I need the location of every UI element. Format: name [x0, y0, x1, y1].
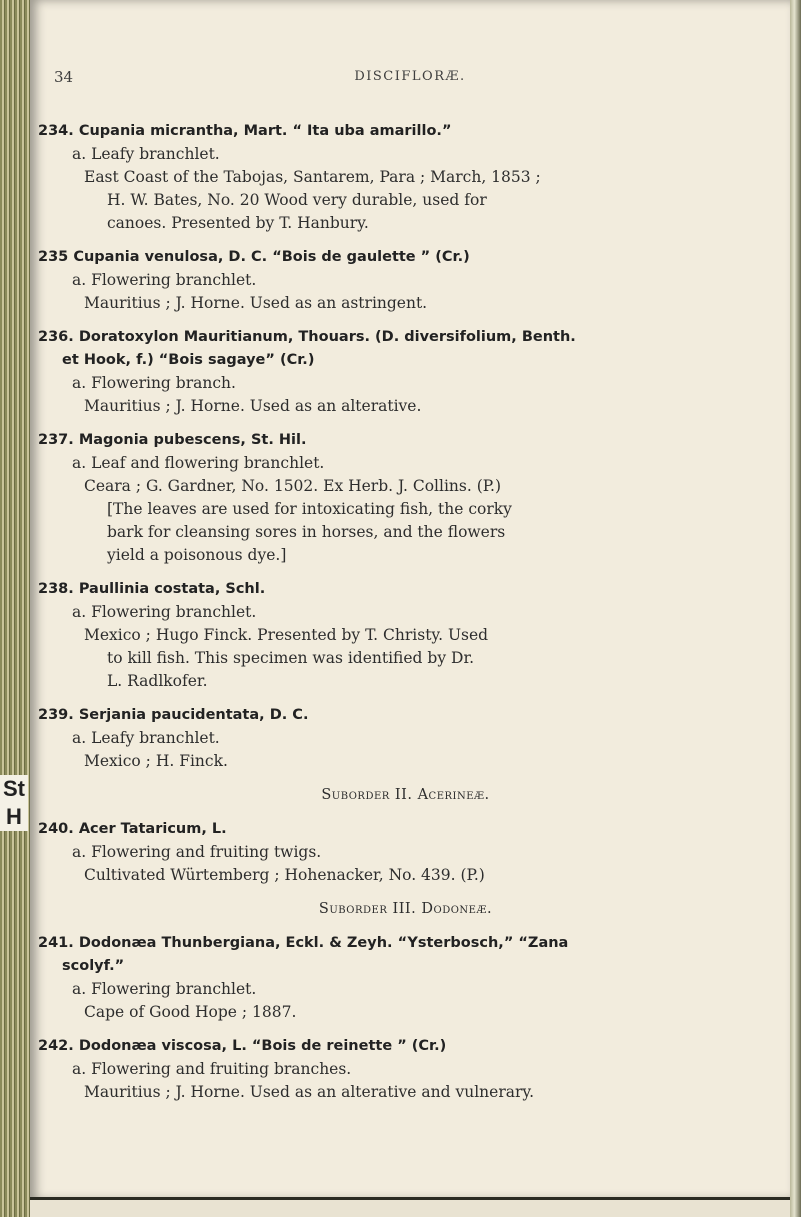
specimen-detail-cont: H. W. Bates, No. 20 Wood very durable, used for: [107, 191, 487, 209]
spine-label-bottom: H: [6, 804, 22, 829]
entry-240: [38, 818, 773, 887]
entry-title: 239. Serjania paucidentata, D. C.: [38, 707, 309, 723]
specimen-label: a. Flowering branchlet.: [72, 980, 257, 998]
specimen-detail-cont: yield a poisonous dye.]: [107, 546, 287, 564]
page-header: [30, 68, 790, 88]
entry-title-cont: et Hook, f.) “Bois sagaye” (Cr.): [62, 352, 315, 368]
specimen-detail: Mauritius ; J. Horne. Used as an alterative.: [84, 397, 422, 415]
entry-title: 241. Dodonæa Thunbergiana, Eckl. & Zeyh. “Ysterbosch,” “Zana: [38, 935, 569, 951]
entry-234: [38, 120, 773, 235]
running-title: DISCIFLORÆ.: [354, 69, 466, 84]
entry-239: [38, 704, 773, 773]
entry-title: 242. Dodonæa viscosa, L. “Bois de reinette ” (Cr.): [38, 1038, 447, 1054]
suborder-heading: Suborder III. Dodoneæ.: [318, 901, 493, 917]
spine-label-top: St: [3, 776, 25, 801]
specimen-label: a. Leafy branchlet.: [72, 145, 220, 163]
specimen-detail: Mexico ; H. Finck.: [84, 752, 228, 770]
specimen-detail: Cape of Good Hope ; 1887.: [84, 1003, 297, 1021]
entry-title: 236. Doratoxylon Mauritianum, Thouars. (D. diversifolium, Benth.: [38, 329, 576, 345]
specimen-detail: Mexico ; Hugo Finck. Presented by T. Christy. Used: [84, 626, 489, 644]
specimen-label: a. Flowering branch.: [72, 374, 236, 392]
specimen-label: a. Flowering branchlet.: [72, 603, 257, 621]
entry-title: 235 Cupania venulosa, D. C. “Bois de gaulette ” (Cr.): [38, 249, 470, 265]
page-edge: [790, 0, 801, 1217]
specimen-label: a. Leafy branchlet.: [72, 729, 220, 747]
entry-title: 234. Cupania micrantha, Mart. “ Ita uba amarillo.”: [38, 123, 452, 139]
specimen-label: a. Flowering and fruiting branches.: [72, 1060, 352, 1078]
entry-238: [38, 578, 773, 693]
entry-title: 240. Acer Tataricum, L.: [38, 821, 227, 837]
page-bottom-edge: [30, 1197, 790, 1217]
entry-241: [38, 932, 773, 1024]
specimen-label: a. Leaf and flowering branchlet.: [72, 454, 325, 472]
entry-242: [38, 1035, 773, 1104]
specimen-detail: East Coast of the Tabojas, Santarem, Para ; March, 1853 ;: [84, 168, 541, 186]
specimen-detail: Ceara ; G. Gardner, No. 1502. Ex Herb. J. Collins. (P.): [84, 477, 502, 495]
page-number: 34: [54, 68, 74, 86]
book-binding: [0, 0, 30, 1217]
entry-235: [38, 246, 773, 315]
spine-label: [0, 775, 28, 831]
specimen-detail-cont: canoes. Presented by T. Hanbury.: [107, 214, 369, 232]
entry-title: 237. Magonia pubescens, St. Hil.: [38, 432, 307, 448]
specimen-label: a. Flowering and fruiting twigs.: [72, 843, 322, 861]
entry-title: 238. Paullinia costata, Schl.: [38, 581, 266, 597]
entry-title-cont: scolyf.”: [62, 958, 125, 974]
specimen-detail: Mauritius ; J. Horne. Used as an alterative and vulnerary.: [84, 1083, 535, 1101]
entry-236: [38, 326, 773, 418]
catalogue-content: [38, 120, 773, 1115]
suborder-heading: Suborder II. Acerineæ.: [321, 787, 490, 803]
specimen-detail-cont: to kill fish. This specimen was identified by Dr.: [107, 649, 475, 667]
specimen-detail-cont: bark for cleansing sores in horses, and the flowers: [107, 523, 506, 541]
book-page: [30, 0, 790, 1200]
specimen-detail: Mauritius ; J. Horne. Used as an astringent.: [84, 294, 428, 312]
entry-237: [38, 429, 773, 567]
specimen-detail: Cultivated Würtemberg ; Hohenacker, No. 439. (P.): [84, 866, 485, 884]
specimen-detail-cont: L. Radlkofer.: [107, 672, 208, 690]
specimen-detail-cont: [The leaves are used for intoxicating fish, the corky: [107, 500, 512, 518]
specimen-label: a. Flowering branchlet.: [72, 271, 257, 289]
